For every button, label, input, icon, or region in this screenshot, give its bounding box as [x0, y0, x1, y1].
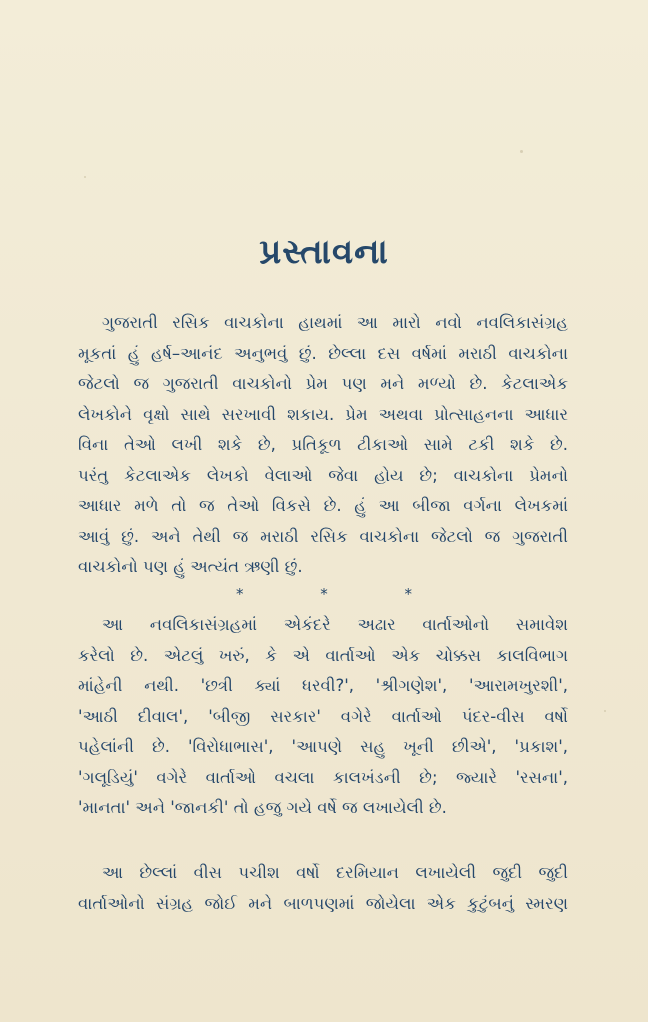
- paper-speck: [520, 150, 523, 153]
- section-separator: [0, 585, 648, 603]
- text-line: વિના તેઓ લખી શકે છે, પ્રતિકૂળ ટીકાઓ સામે ટકી શકે છે.: [78, 435, 568, 454]
- text-line: વાર્તાઓનો સંગ્રહ જોઈ મને બાળપણમાં જોયેલા એક કુટુંબનું સ્મરણ: [78, 893, 568, 913]
- text-line: પહેલાંની છે. 'વિરોધાભાસ', 'આપણે સહુ ખૂની છીએ', 'પ્રકાશ',: [78, 737, 568, 756]
- text-line: આ નવલિકાસંગ્રહમાં એકંદરે અઢાર વાર્તાઓનો સમાવેશ: [102, 615, 568, 634]
- paper-speck: [84, 176, 86, 178]
- paragraph-2: [78, 610, 568, 824]
- text-line: લેખકોને વૃક્ષો સાથે સરખાવી શકાય. પ્રેમ અથવા પ્રોત્સાહનના આધાર: [78, 404, 568, 424]
- page-title: પ્રસ્તાવના: [259, 232, 389, 272]
- text-line: કરેલો છે. એટલું ખરું, કે એ વાર્તાઓ એક ચોક્કસ કાલવિભાગ: [78, 645, 568, 665]
- paragraph-1: [78, 308, 568, 583]
- text-line: પરંતુ કેટલાએક લેખકો વેલાઓ જેવા હોય છે; વાચકોના પ્રેમનો: [78, 465, 568, 485]
- paragraph-3: [78, 858, 568, 919]
- text-line: આધાર મળે તો જ તેઓ વિકસે છે. હું આ બીજા વર્ગના લેખકમાં: [78, 496, 568, 515]
- text-line: વાચકોનો પણ હું અત્યંત ઋણી છું.: [78, 557, 303, 576]
- separator-star: *: [235, 585, 244, 603]
- text-line: આ છેલ્લાં વીસ પચીશ વર્ષો દરમિયાન લખાયેલી જુદી જુદી: [102, 863, 568, 882]
- text-line: 'આઠી દીવાલ', 'બીજી સરકાર' વગેરે વાર્તાઓ પંદર-વીસ વર્ષો: [78, 706, 568, 726]
- separator-star: *: [404, 585, 413, 603]
- text-line: ગુજરાતી રસિક વાચકોના હાથમાં આ મારો નવો નવલિકાસંગ્રહ: [102, 313, 568, 332]
- paper-speck: [604, 710, 606, 712]
- text-line: માંહેની નથી. 'છત્રી ક્યાં ધરવી?', 'શ્રીગણેશ', 'આરામખુરશી',: [78, 676, 568, 695]
- text-line: જેટલો જ ગુજરાતી વાચકોનો પ્રેમ પણ મને મળ્યો છે. કેટલાએક: [78, 374, 568, 393]
- text-line: આવું છું. અને તેથી જ મરાઠી રસિક વાચકોના જેટલો જ ગુજરાતી: [78, 526, 568, 546]
- separator-star: *: [320, 585, 328, 603]
- text-line: 'ગલૂડિયું' વગેરે વાર્તાઓ વચલા કાલખંડની છે; જ્યારે 'રસના',: [78, 767, 568, 787]
- text-line: મૂકતાં હું હર્ષ–આનંદ અનુભવું છું. છેલ્લા દસ વર્ષમાં મરાઠી વાચકોના: [78, 343, 568, 363]
- text-line: 'માનતા' અને 'જાનકી' તો હજુ ગયે વર્ષે જ લખાયેલી છે.: [78, 798, 447, 817]
